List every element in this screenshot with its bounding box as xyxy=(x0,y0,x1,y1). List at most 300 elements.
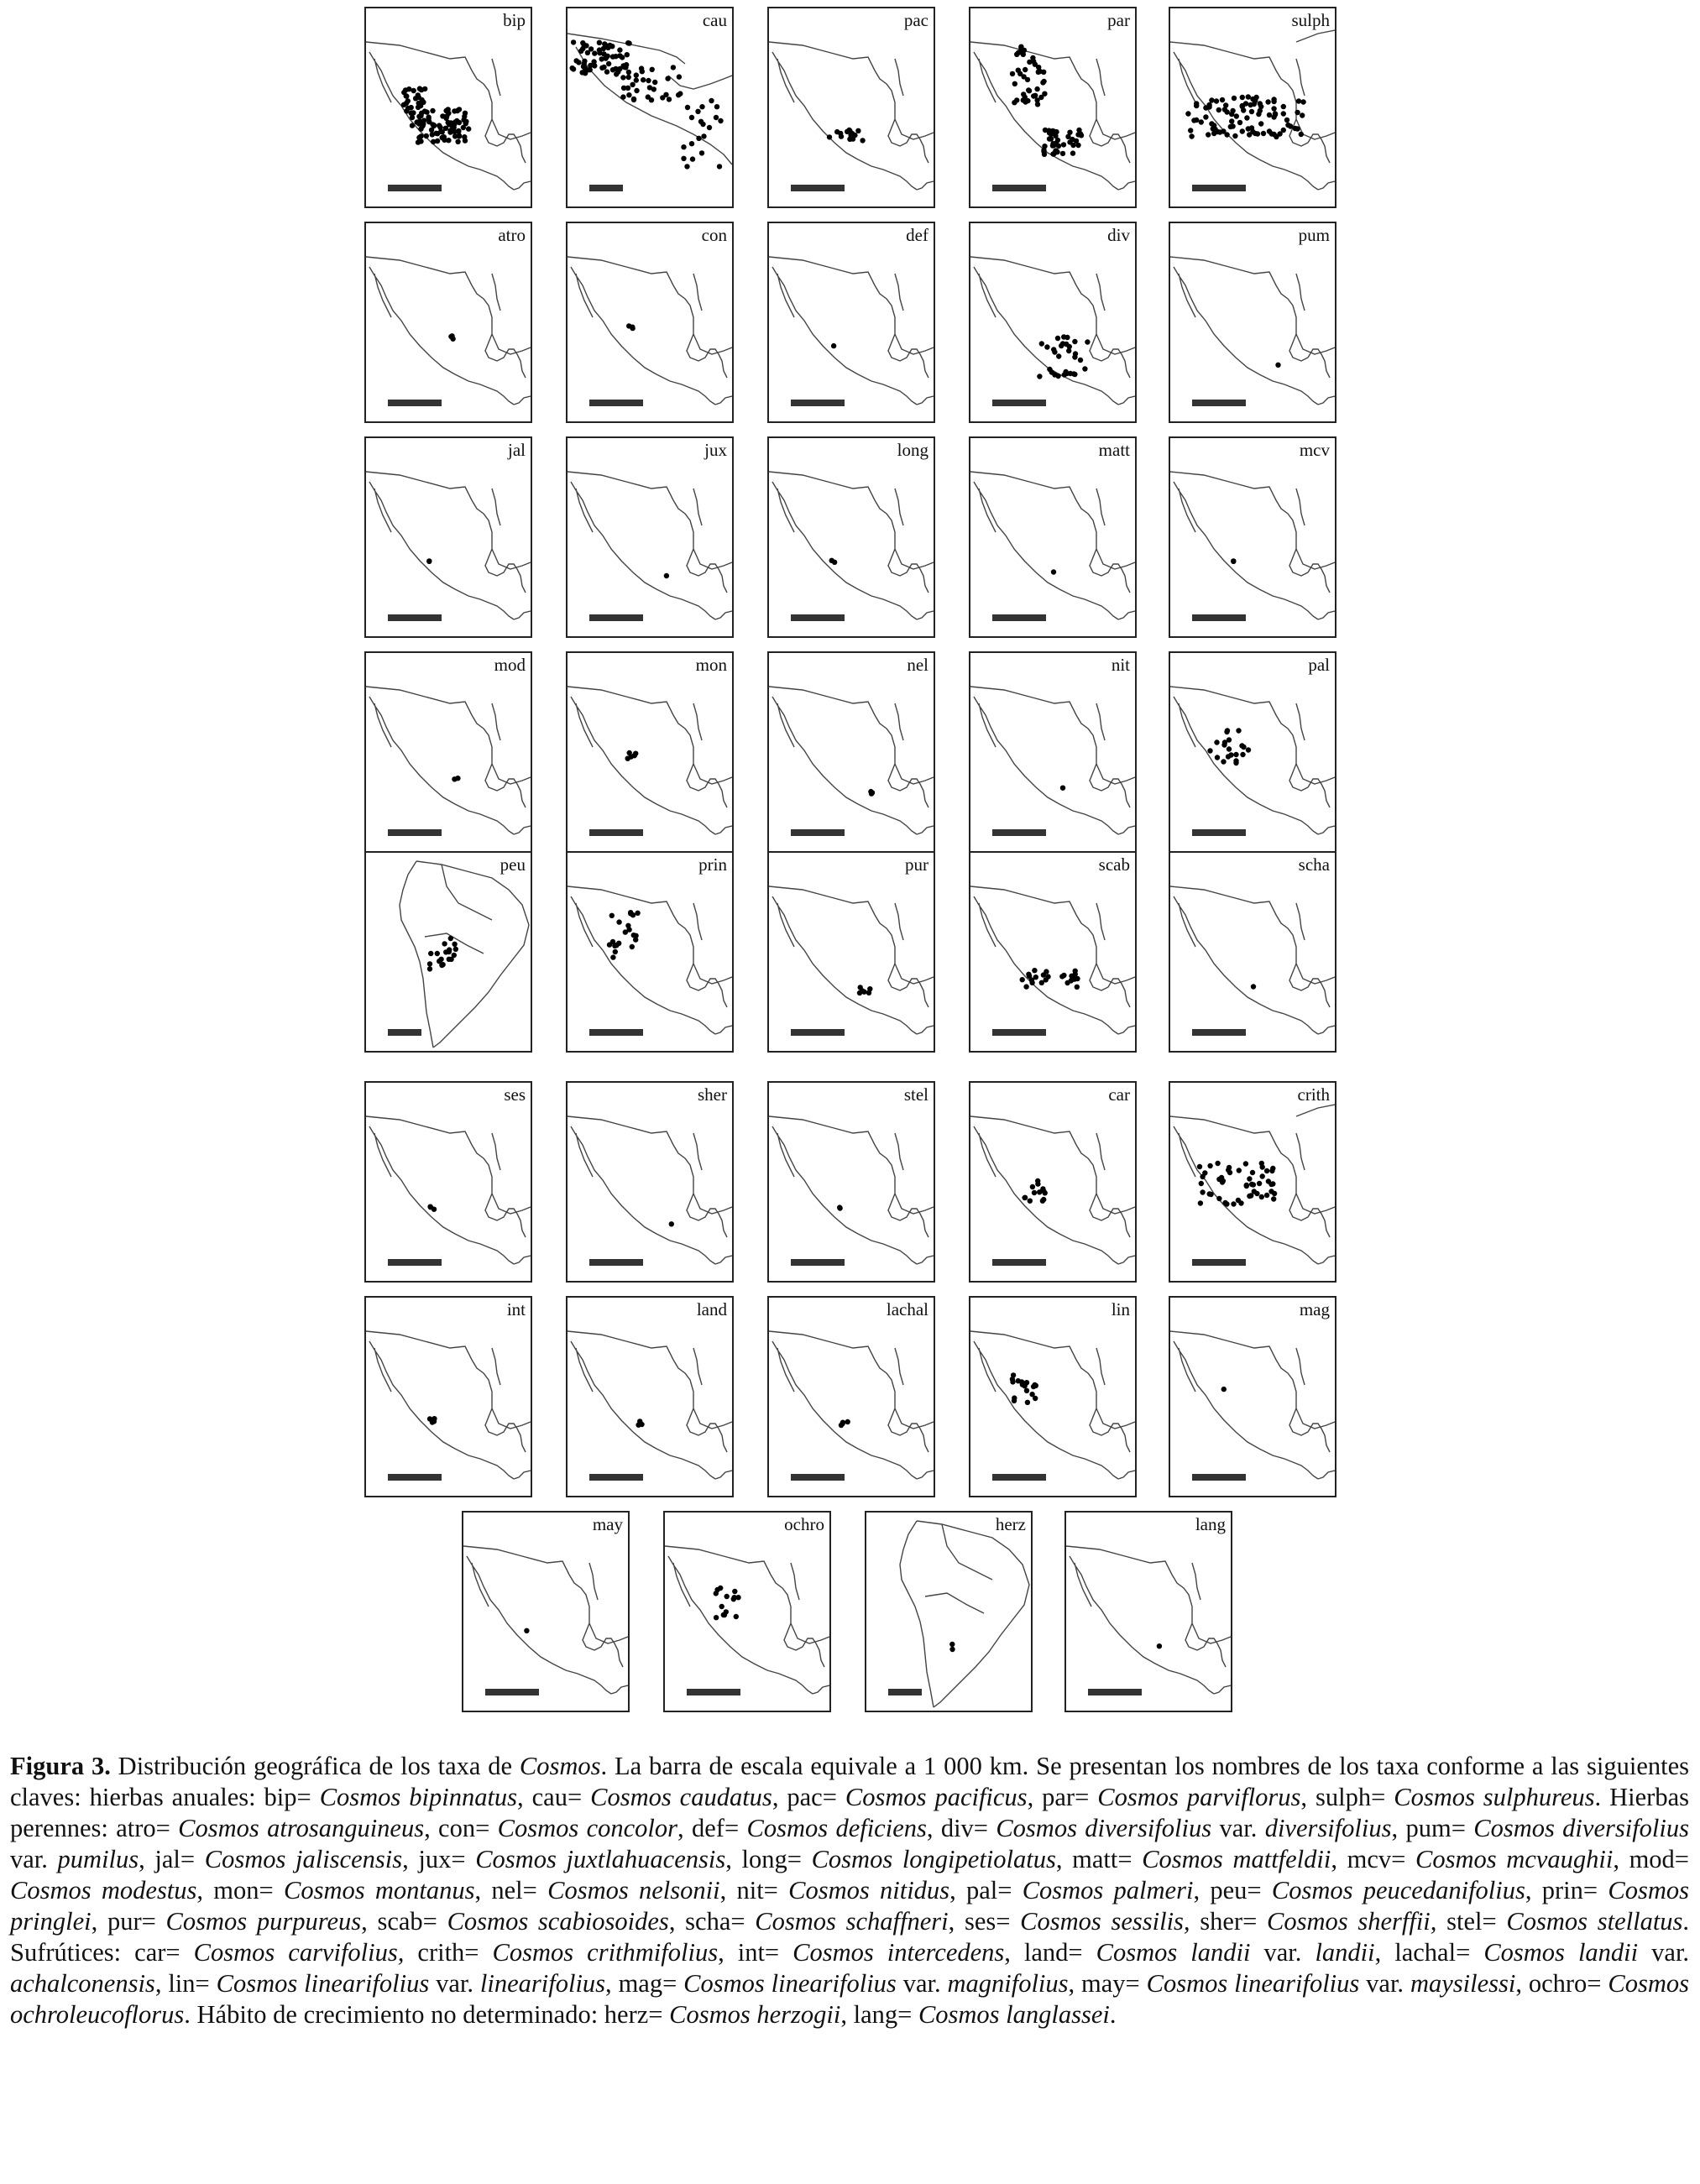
coastline xyxy=(366,257,531,405)
taxon-name: Cosmos concolor xyxy=(497,1814,678,1842)
occurrence-point xyxy=(1271,97,1276,102)
occurrence-point xyxy=(626,92,631,97)
occurrence-point xyxy=(1264,1193,1269,1198)
coastline xyxy=(769,886,934,1034)
occurrence-point xyxy=(1023,95,1028,100)
occurrence-point xyxy=(437,123,442,128)
occurrence-point xyxy=(630,944,635,949)
occurrence-point xyxy=(829,558,834,563)
caption-segment: , matt= xyxy=(1055,1845,1143,1873)
occurrence-point xyxy=(573,58,578,63)
map-panel-par xyxy=(969,7,1137,208)
caption-segment: sher= xyxy=(1190,1907,1268,1936)
occurrence-point xyxy=(695,109,700,114)
occurrence-point xyxy=(685,105,690,110)
occurrence-point xyxy=(591,59,596,64)
occurrence-point xyxy=(592,50,597,55)
caption-segment: var. xyxy=(1211,1814,1265,1842)
scale-bar xyxy=(992,185,1046,191)
occurrence-point xyxy=(1233,752,1238,757)
occurrence-point xyxy=(607,942,612,947)
scale-bar xyxy=(589,1474,643,1481)
occurrence-point xyxy=(1232,133,1237,138)
map-mexico xyxy=(769,438,934,636)
map-mexico xyxy=(769,653,934,851)
occurrence-point xyxy=(1229,112,1234,117)
caption-text xyxy=(10,1752,1689,2029)
taxon-name: Cosmos nitidus xyxy=(788,1876,950,1904)
occurrence-point xyxy=(1281,128,1286,133)
occurrence-point xyxy=(1229,118,1234,123)
map-panel-matt xyxy=(969,436,1137,638)
occurrence-point xyxy=(1051,569,1056,574)
occurrence-point xyxy=(579,70,584,75)
taxon-name: Cosmos xyxy=(519,1752,601,1780)
panel-label: mod xyxy=(494,655,526,675)
occurrence-point xyxy=(1259,1194,1264,1199)
map-panel-ses xyxy=(364,1081,532,1283)
taxon-name: Cosmos caudatus xyxy=(590,1783,772,1811)
occurrence-point xyxy=(1233,758,1238,763)
scale-bar xyxy=(888,1689,922,1695)
occurrence-point xyxy=(601,65,606,70)
occurrence-point xyxy=(831,343,836,348)
panel-label: lang xyxy=(1195,1514,1226,1534)
coastline xyxy=(970,1116,1135,1264)
occurrence-point xyxy=(1049,132,1054,137)
map-mexico xyxy=(769,223,934,421)
occurrence-point xyxy=(1085,339,1090,344)
occurrence-point xyxy=(617,47,622,52)
occurrence-point xyxy=(442,941,447,946)
occurrence-point xyxy=(448,120,453,125)
panel-label: mon xyxy=(695,655,727,675)
taxon-name: Cosmos mcvaughii xyxy=(1415,1845,1614,1873)
occurrence-point xyxy=(1251,984,1256,989)
occurrence-point xyxy=(1043,1190,1048,1195)
map-panel-land xyxy=(566,1296,734,1497)
occurrence-point xyxy=(1075,985,1080,990)
occurrence-point xyxy=(1031,93,1036,98)
taxon-name: Cosmos juxtlahuacensis xyxy=(475,1845,726,1873)
taxon-name: Cosmos landii xyxy=(1096,1938,1251,1967)
occurrence-point xyxy=(621,86,626,91)
occurrence-point xyxy=(1221,759,1226,764)
scale-bar xyxy=(992,1474,1046,1481)
map-mexico xyxy=(1170,438,1335,636)
occurrence-point xyxy=(1247,1176,1252,1181)
coastline xyxy=(769,472,934,619)
occurrence-point xyxy=(1220,97,1225,102)
occurrence-point xyxy=(404,108,409,113)
occurrence-point xyxy=(1021,74,1026,79)
occurrence-point xyxy=(1207,748,1212,753)
occurrence-point xyxy=(1064,342,1069,347)
occurrence-point xyxy=(1226,1168,1231,1173)
occurrence-point xyxy=(1054,149,1059,154)
coastline xyxy=(1170,257,1335,405)
map-panel-lachal xyxy=(767,1296,935,1497)
occurrence-point xyxy=(1236,728,1241,733)
caption-segment: . Hierbas perennes: atro= xyxy=(10,1783,1689,1842)
occurrence-point xyxy=(647,85,652,90)
caption-segment: var. xyxy=(10,1845,58,1873)
map-mexico xyxy=(769,1083,934,1281)
occurrence-point xyxy=(410,115,415,120)
taxon-name: Cosmos purpureus xyxy=(165,1907,362,1936)
occurrence-point xyxy=(869,791,874,796)
taxon-name: Cosmos langlassei xyxy=(918,2000,1110,2029)
occurrence-point xyxy=(446,111,451,116)
taxon-name: Cosmos parviflorus xyxy=(1097,1783,1301,1811)
occurrence-point xyxy=(734,1614,739,1619)
caption-segment: . Hábito de crecimiento no determinado: herz= xyxy=(184,2000,670,2029)
occurrence-point xyxy=(707,125,712,130)
taxon-name: landii xyxy=(1315,1938,1375,1967)
taxon-name: Cosmos palmeri xyxy=(1022,1876,1194,1904)
scale-bar xyxy=(791,1474,845,1481)
map-panel-may xyxy=(462,1511,630,1712)
occurrence-point xyxy=(1207,1191,1212,1196)
occurrence-point xyxy=(1220,1179,1225,1184)
occurrence-point xyxy=(1270,1181,1275,1186)
occurrence-point xyxy=(1285,123,1290,128)
occurrence-point xyxy=(719,1604,724,1609)
occurrence-point xyxy=(1271,132,1276,137)
occurrence-point xyxy=(1043,128,1048,133)
panel-label: prin xyxy=(698,854,727,875)
occurrence-point xyxy=(1200,1189,1205,1194)
occurrence-point xyxy=(429,128,434,133)
occurrence-point xyxy=(1044,344,1049,349)
caption-segment: , sulph= xyxy=(1300,1783,1394,1811)
occurrence-point xyxy=(714,1615,719,1620)
caption-segment: crith= xyxy=(404,1938,493,1967)
map-mexico xyxy=(769,8,934,206)
map-panel-jux xyxy=(566,436,734,638)
panel-label: bip xyxy=(503,10,526,30)
map-mexico xyxy=(769,853,934,1051)
occurrence-point xyxy=(699,104,704,109)
occurrence-point xyxy=(1037,374,1042,379)
caption-segment: . Sufrútices: car= xyxy=(10,1907,1690,1967)
coastline xyxy=(769,1116,934,1264)
occurrence-point xyxy=(1284,118,1289,123)
panel-label: nel xyxy=(907,655,928,675)
occurrence-point xyxy=(1238,1200,1243,1205)
map-mexico xyxy=(1170,1298,1335,1496)
scale-bar xyxy=(1192,400,1246,406)
taxon-name: Cosmos nelsonii xyxy=(547,1876,720,1904)
occurrence-point xyxy=(1012,1395,1017,1400)
occurrence-point xyxy=(1260,1173,1265,1178)
occurrence-point xyxy=(524,1628,529,1633)
taxon-name: Cosmos deficiens xyxy=(746,1814,927,1842)
occurrence-point xyxy=(689,115,694,120)
panel-label: land xyxy=(696,1299,727,1319)
occurrence-point xyxy=(1061,142,1066,147)
occurrence-point xyxy=(1207,1163,1212,1168)
occurrence-point xyxy=(1232,96,1237,101)
occurrence-point xyxy=(857,990,862,995)
occurrence-point xyxy=(1073,971,1078,976)
map-mexico xyxy=(568,853,732,1051)
taxon-name: Cosmos linearifolius xyxy=(1146,1969,1360,1998)
taxon-name: Cosmos schaffneri xyxy=(755,1907,949,1936)
occurrence-point xyxy=(1032,968,1037,973)
caption-segment: , mod= xyxy=(1613,1845,1690,1873)
coastline xyxy=(970,1331,1135,1479)
occurrence-point xyxy=(860,138,865,143)
panel-label: ses xyxy=(504,1084,526,1105)
caption-segment: . La barra de escala equivale a 1 000 km. Se presentan los nombres de los taxa conforme a las siguientes claves: hierbas anuales: bip= xyxy=(10,1752,1689,1811)
occurrence-point xyxy=(1194,103,1199,108)
occurrence-point xyxy=(630,82,635,87)
occurrence-point xyxy=(649,97,654,102)
occurrence-point xyxy=(684,164,689,169)
caption-segment: , pur= xyxy=(91,1907,166,1936)
caption-segment: , con= xyxy=(424,1814,498,1842)
scale-bar xyxy=(791,185,845,191)
occurrence-point xyxy=(1030,1184,1035,1189)
scale-bar xyxy=(1192,1474,1246,1481)
occurrence-point xyxy=(1252,102,1257,107)
occurrence-point xyxy=(635,911,640,916)
map-mexico xyxy=(665,1513,829,1711)
occurrence-point xyxy=(634,72,639,77)
occurrence-point xyxy=(1295,110,1300,115)
panel-label: car xyxy=(1108,1084,1130,1105)
taxon-name: Cosmos atrosanguineus xyxy=(178,1814,425,1842)
caption-segment: , prin= xyxy=(1525,1876,1608,1904)
panel-label: pac xyxy=(903,10,928,30)
taxon-name: Cosmos carvifolius, xyxy=(193,1938,405,1967)
panel-label: div xyxy=(1107,225,1130,245)
map-mexico-central xyxy=(1170,8,1335,206)
map-mexico xyxy=(568,223,732,421)
occurrence-point xyxy=(867,986,872,991)
occurrence-point xyxy=(1191,118,1196,123)
occurrence-point xyxy=(1215,755,1220,760)
occurrence-point xyxy=(1222,1200,1227,1205)
occurrence-point xyxy=(1228,752,1233,757)
occurrence-point xyxy=(450,337,455,342)
map-panel-herz xyxy=(865,1511,1033,1712)
caption-segment: , scha= xyxy=(668,1907,756,1936)
occurrence-point xyxy=(430,108,435,113)
occurrence-point xyxy=(625,40,630,45)
occurrence-point xyxy=(689,141,694,146)
caption-segment: , land= xyxy=(1004,1938,1096,1967)
occurrence-point xyxy=(447,128,452,133)
occurrence-point xyxy=(1243,101,1248,106)
occurrence-point xyxy=(1199,1181,1204,1186)
occurrence-point xyxy=(1053,133,1058,138)
coastline xyxy=(568,1116,732,1264)
occurrence-point xyxy=(652,80,657,85)
map-mexico xyxy=(1170,853,1335,1051)
taxon-name: Cosmos sessilis, xyxy=(1020,1907,1190,1936)
coastline xyxy=(366,1116,531,1264)
occurrence-point xyxy=(1240,752,1245,757)
coastline xyxy=(970,687,1135,834)
occurrence-point xyxy=(1041,79,1046,84)
occurrence-point xyxy=(1050,141,1055,146)
map-mexico xyxy=(970,1083,1135,1281)
map-panel-sher xyxy=(566,1081,734,1283)
scale-bar xyxy=(992,1029,1046,1036)
coastline xyxy=(769,257,934,405)
occurrence-point xyxy=(1038,69,1043,74)
occurrence-point xyxy=(1028,1199,1033,1204)
occurrence-point xyxy=(437,959,442,964)
occurrence-point xyxy=(1062,372,1067,377)
panel-label: int xyxy=(506,1299,526,1319)
panel-label: lin xyxy=(1111,1299,1130,1319)
coastline xyxy=(769,1331,934,1479)
occurrence-point xyxy=(463,119,468,124)
occurrence-point xyxy=(1016,68,1021,73)
caption-segment: , nit= xyxy=(719,1876,789,1904)
occurrence-point xyxy=(949,1647,955,1652)
panel-label: crith xyxy=(1297,1084,1330,1105)
caption-segment: , lin= xyxy=(154,1969,217,1998)
taxon-name: Cosmos ochroleucoflorus xyxy=(10,1969,1689,2029)
map-panel-lang xyxy=(1064,1511,1232,1712)
map-panel-prin xyxy=(566,851,734,1053)
occurrence-point xyxy=(452,108,457,113)
map-mexico xyxy=(568,653,732,851)
occurrence-point xyxy=(861,990,866,995)
occurrence-point xyxy=(1243,1161,1248,1166)
occurrence-point xyxy=(1250,1170,1255,1175)
occurrence-point xyxy=(613,949,618,954)
occurrence-point xyxy=(709,98,714,103)
map-panel-bip xyxy=(364,7,532,208)
occurrence-point xyxy=(1281,104,1286,109)
occurrence-point xyxy=(714,115,719,120)
occurrence-point xyxy=(599,56,604,61)
occurrence-point xyxy=(1031,59,1036,64)
caption-segment: , nel= xyxy=(474,1876,548,1904)
occurrence-point xyxy=(1199,119,1204,124)
occurrence-point xyxy=(1246,747,1251,752)
map-panel-sulph xyxy=(1169,7,1336,208)
caption-segment: , long= xyxy=(725,1845,812,1873)
occurrence-point xyxy=(1296,98,1301,103)
map-mexico xyxy=(366,8,531,206)
occurrence-point xyxy=(1035,1181,1040,1186)
taxon-name: magnifolius xyxy=(947,1969,1069,1998)
occurrence-point xyxy=(418,138,423,144)
occurrence-point xyxy=(440,129,445,134)
map-panel-stel xyxy=(767,1081,935,1283)
occurrence-point xyxy=(1224,132,1229,137)
caption-segment: , may= xyxy=(1068,1969,1147,1998)
occurrence-point xyxy=(1157,1643,1162,1648)
occurrence-point xyxy=(1198,1200,1203,1205)
caption-segment: , scab= xyxy=(361,1907,447,1936)
occurrence-point xyxy=(1206,104,1211,109)
scale-bar xyxy=(992,1259,1046,1266)
occurrence-point xyxy=(681,144,686,149)
occurrence-point xyxy=(1022,48,1027,53)
occurrence-point xyxy=(435,131,440,136)
occurrence-point xyxy=(447,949,452,954)
occurrence-point xyxy=(628,754,633,759)
occurrence-point xyxy=(456,129,461,134)
map-panel-def xyxy=(767,222,935,423)
coastline xyxy=(1170,687,1335,834)
scale-bar xyxy=(388,185,442,191)
panel-label: ochro xyxy=(784,1514,824,1534)
taxon-name: Cosmos modestus xyxy=(10,1876,197,1904)
occurrence-point xyxy=(1265,99,1270,104)
occurrence-point xyxy=(698,119,704,124)
occurrence-point xyxy=(1010,1379,1015,1384)
occurrence-point xyxy=(1060,151,1065,156)
occurrence-point xyxy=(1246,94,1251,99)
scale-bar xyxy=(791,1259,845,1266)
coastline xyxy=(366,1331,531,1479)
occurrence-point xyxy=(626,323,631,328)
occurrence-point xyxy=(1217,129,1222,134)
occurrence-point xyxy=(732,1589,737,1594)
map-panel-cau xyxy=(566,7,734,208)
occurrence-point xyxy=(588,46,594,51)
occurrence-point xyxy=(1039,341,1044,346)
map-panel-con xyxy=(566,222,734,423)
occurrence-point xyxy=(1055,336,1060,341)
taxon-name: Cosmos crithmifolius xyxy=(492,1938,719,1967)
caption-segment: , int= xyxy=(718,1938,793,1967)
occurrence-point xyxy=(1061,973,1066,978)
taxon-name: Cosmos jaliscensis xyxy=(204,1845,403,1873)
panel-label: herz xyxy=(995,1514,1026,1534)
occurrence-point xyxy=(1064,980,1070,985)
occurrence-point xyxy=(610,954,615,959)
caption-segment: , lachal= xyxy=(1374,1938,1484,1967)
occurrence-point xyxy=(410,123,415,128)
coastline xyxy=(769,687,934,834)
occurrence-point xyxy=(604,69,609,74)
map-panel-nel xyxy=(767,651,935,853)
occurrence-point xyxy=(1209,97,1214,102)
occurrence-point xyxy=(1299,132,1304,137)
occurrence-point xyxy=(696,136,701,141)
map-panel-crith xyxy=(1169,1081,1336,1283)
occurrence-point xyxy=(1267,112,1272,118)
occurrence-point xyxy=(690,156,695,161)
occurrence-point xyxy=(837,1204,842,1210)
occurrence-point xyxy=(1082,366,1087,371)
caption-segment: var. xyxy=(429,1969,480,1998)
occurrence-point xyxy=(1271,1196,1276,1201)
map-mexico xyxy=(568,1083,732,1281)
map-panel-long xyxy=(767,436,935,638)
taxon-name: Cosmos diversifolius xyxy=(1473,1814,1689,1842)
occurrence-point xyxy=(1025,1400,1030,1405)
taxon-name: Cosmos landii xyxy=(1483,1938,1639,1967)
occurrence-point xyxy=(1219,1175,1224,1180)
map-mexico xyxy=(970,1298,1135,1496)
scale-bar xyxy=(992,614,1046,621)
occurrence-point xyxy=(1019,1379,1024,1384)
map-mexico xyxy=(970,223,1135,421)
caption-segment: , div= xyxy=(926,1814,996,1842)
taxon-name: Cosmos linearifolius xyxy=(683,1969,897,1998)
caption-segment: stel= xyxy=(1436,1907,1507,1936)
